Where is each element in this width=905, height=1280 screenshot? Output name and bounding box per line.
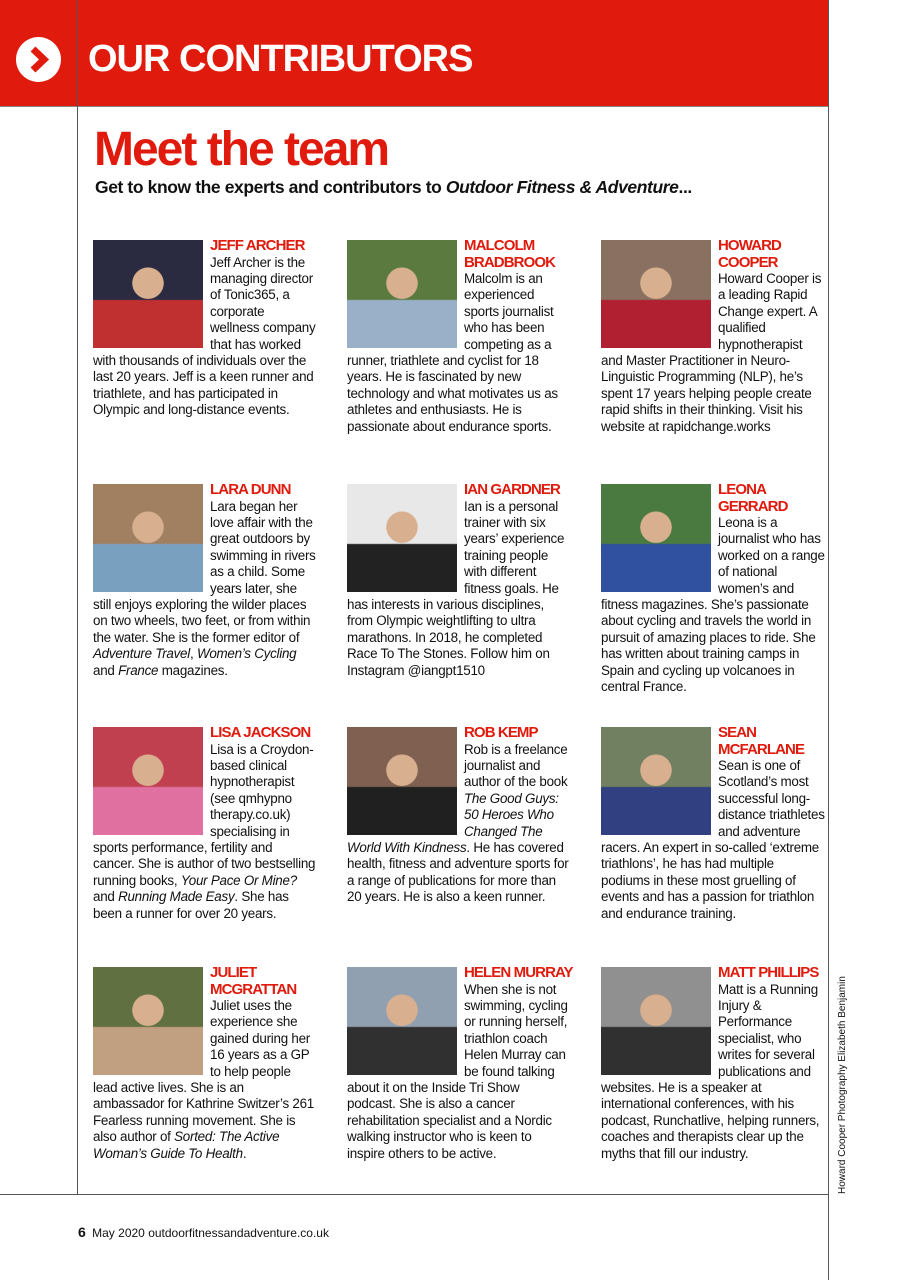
bio-text: Ian is a personal trainer with six years’ experience training people with different fitness goals. He has interests in various disciplines, from Olympic weightlifting to ultra marathons. In 2018, he completed Race To The Stones. Follow him on Instagram @iangpt1510 — [347, 498, 565, 678]
divider — [0, 1194, 828, 1195]
contributor-card — [601, 482, 825, 695]
contributor-photo — [93, 967, 203, 1075]
bio-text: and — [93, 889, 119, 905]
bio-text: France — [118, 662, 159, 678]
bio-text: Matt is a Running Injury & Performance specialist, who writes for several publications and websites. He is a speaker at international conferences, with his podcast, Runchatlive, helping runners, coaches and therapists clear up the myths that fill our industry. — [601, 981, 820, 1161]
bio-text: Adventure Travel — [93, 646, 190, 662]
contributor-photo — [93, 727, 203, 835]
page-subtitle — [95, 177, 692, 197]
contributor-card — [347, 725, 571, 906]
bio-text: magazines. — [158, 662, 228, 678]
contributor-card — [347, 238, 571, 435]
contributor-card — [93, 238, 317, 419]
contributor-card — [93, 482, 317, 679]
subtitle-ellipsis: ... — [678, 177, 692, 197]
contributor-card — [347, 482, 571, 679]
bio-text: Lara began her love affair with the great outdoors by swimming in rivers as a child. Some years later, she still enjoys exploring the wilder places on two wheels, two feet, or from within the water. She is the former editor of — [93, 498, 316, 645]
bio-text: When she is not swimming, cycling or running herself, triathlon coach Helen Murray can be found talking about it on the Inside Tri Show podcast. She is also a cancer rehabilitation specialist and a Nordic walking instructor who is keen to inspire others to be active. — [347, 981, 568, 1161]
magazine-name: Outdoor Fitness & Adventure — [445, 177, 679, 197]
contributor-name: JULIET MCGRATTAN — [210, 964, 297, 998]
contributor-name: LISA JACKSON — [210, 724, 311, 741]
contributor-name: IAN GARDNER — [464, 481, 560, 498]
contributor-card — [93, 965, 317, 1162]
bio-text: Women’s Cycling — [196, 646, 297, 662]
bio-text: Rob is a freelance journalist and author of the book — [464, 741, 568, 790]
contributor-photo — [601, 727, 711, 835]
contributor-card — [93, 725, 317, 922]
contributor-photo — [601, 484, 711, 592]
bio-text: . — [242, 1145, 247, 1161]
bio-text: Sean is one of Scotland’s most successful long-distance triathletes and adventure racers. An expert in so-called ‘extreme triathlons’, he has had multiple podiums in these most gruelling of events and has a passion for triathlon and endurance training. — [601, 758, 825, 921]
website-url: outdoorfitnessandadventure.co.uk — [148, 1226, 329, 1240]
contributor-name: LEONA GERRARD — [718, 481, 788, 515]
contributor-name: MALCOLM BRADBROOK — [464, 237, 556, 271]
section-title: OUR CONTRIBUTORS — [88, 38, 473, 80]
contributor-name: MATT PHILLIPS — [718, 964, 819, 981]
contributor-photo — [347, 484, 457, 592]
chevron-right-icon — [16, 37, 61, 82]
contributor-name: SEAN MCFARLANE — [718, 724, 805, 758]
bio-text: Juliet uses the experience she gained during her 16 years as a GP to help people lead active lives. She is an ambassador for Kathrine Switzer’s 261 Fearless running movement. She is also author of — [93, 998, 314, 1145]
contributor-name: HELEN MURRAY — [464, 964, 573, 981]
contributor-photo — [601, 967, 711, 1075]
bio-text: Howard Cooper is a leading Rapid Change expert. A qualified hypnotherapist and Master Practitioner in Neuro-Linguistic Programming (NLP), he’s spent 17 years helping people create rapid shifts in their thinking. Visit his website at rapidchange.works — [601, 271, 822, 434]
bio-text: Jeff Archer is the managing director of Tonic365, a corporate wellness company that has worked with thousands of individuals over the last 20 years. Jeff is a keen runner and triathlete, and has participated in Olympic and long-distance events. — [93, 254, 316, 418]
photo-credit: Howard Cooper Photography Elizabeth Benjamin — [837, 976, 848, 1194]
contributor-photo — [93, 240, 203, 348]
contributor-name: JEFF ARCHER — [210, 237, 305, 254]
subtitle-text: Get to know the experts and contributors to — [95, 177, 446, 197]
contributor-photo — [347, 967, 457, 1075]
contributor-photo — [93, 484, 203, 592]
page-title: Meet the team — [94, 123, 389, 176]
divider — [77, 0, 78, 1195]
contributor-card — [347, 965, 571, 1162]
bio-text: Lisa is a Croydon-based clinical hypnotherapist (see qmhypno therapy.co.uk) specialising in sports performance, fertility and cancer. She is author of two bestselling running books, — [93, 741, 316, 888]
contributor-name: HOWARD COOPER — [718, 237, 781, 271]
contributor-photo — [601, 240, 711, 348]
contributor-card — [601, 725, 825, 922]
bio-text: The Good Guys: 50 Heroes Who Changed The World With Kindness — [347, 790, 559, 855]
contributor-card — [601, 238, 825, 435]
bio-text: . She has been a runner for over 20 years. — [93, 889, 289, 921]
section-header — [0, 0, 828, 107]
contributor-name: ROB KEMP — [464, 724, 538, 741]
bio-text: . He has covered health, fitness and adventure sports for a range of publications for more than 20 years. He is also a keen runner. — [347, 839, 569, 905]
bio-text: , — [189, 646, 197, 662]
bio-text: Malcolm is an experienced sports journalist who has been competing as a runner, triathlete and cyclist for 18 years. He is fascinated by new technology and what motivates us as athletes and enthusiasts. He is passionate about endurance sports. — [347, 271, 558, 434]
bio-text: Sorted: The Active Woman’s Guide To Health — [93, 1129, 280, 1161]
page-footer — [78, 1224, 329, 1240]
bio-text: Running Made Easy — [118, 889, 235, 905]
bio-text: and — [93, 662, 119, 678]
issue-date: May 2020 — [92, 1226, 145, 1240]
contributor-photo — [347, 240, 457, 348]
contributor-card — [601, 965, 825, 1162]
divider — [828, 0, 829, 1280]
page-number: 6 — [78, 1224, 86, 1240]
contributor-name: LARA DUNN — [210, 481, 291, 498]
contributor-photo — [347, 727, 457, 835]
bio-text: Leona is a journalist who has worked on a range of national women’s and fitness magazines. She’s passionate about cycling and travels the world in pursuit of amazing places to ride. She has written about training camps in Spain and cycling up volcanoes in central France. — [601, 515, 825, 695]
bio-text: Your Pace Or Mine? — [180, 872, 297, 888]
